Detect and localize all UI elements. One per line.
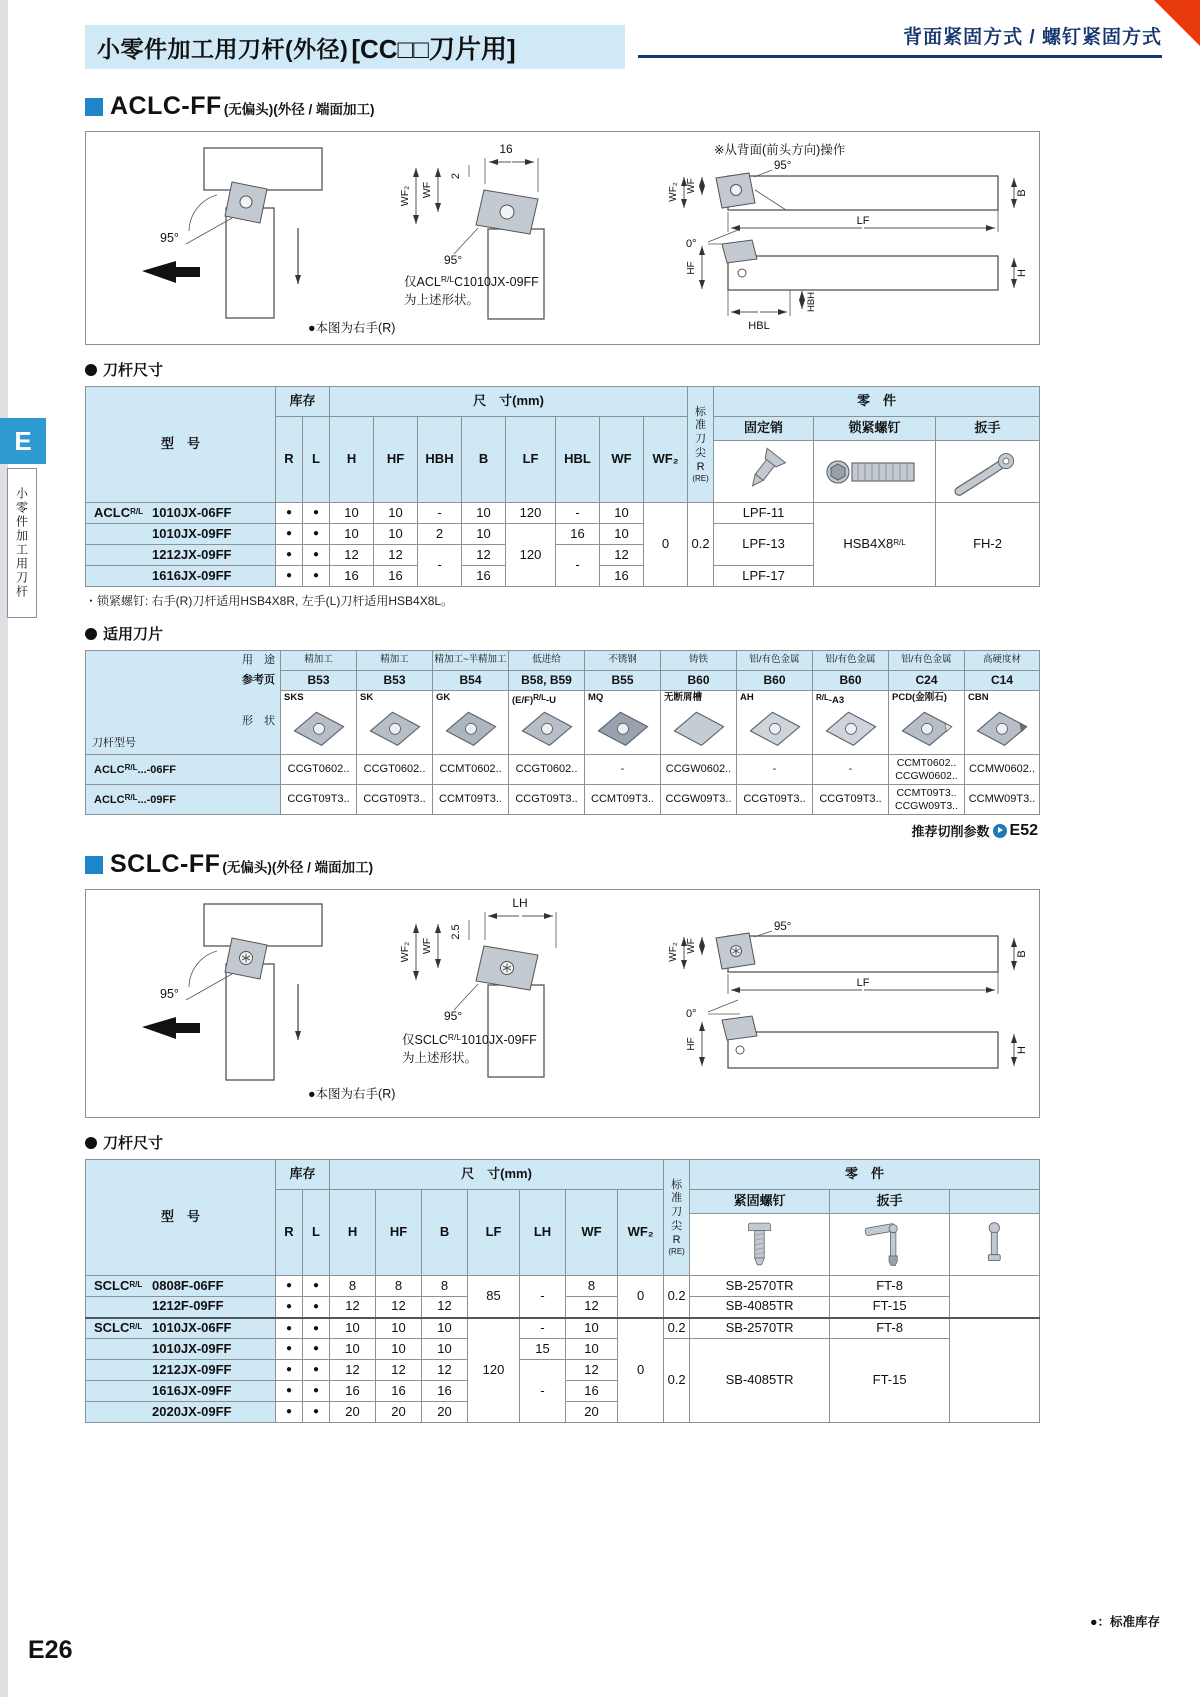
table-row: 2020JX-09FF ● ● 20 20 20 20: [86, 1402, 1040, 1423]
hbh-label: HBH: [806, 291, 817, 313]
inserts-heading: [85, 623, 1040, 644]
size-heading-label: 刀杆尺寸: [103, 362, 164, 379]
bullet-icon: [85, 1137, 97, 1149]
bullet-icon: [85, 364, 97, 376]
table-row: 1616JX-09FF ● ● 16 16 16 16 LPF-17: [86, 566, 1040, 587]
table-header-row: 型 号 库存 尺 寸(mm) 标准刀尖R (RE) 零 件: [86, 1160, 1040, 1190]
angle-95-label: 95°: [160, 231, 179, 245]
page-title: [85, 25, 625, 69]
insert-shape-icon: [519, 708, 575, 750]
wf-label: WF: [686, 938, 697, 954]
section-header-sclc: [85, 850, 1040, 879]
use-header-row: 用 途 参考页 形 状 刀杆型号 精加工 精加工 精加工~半精加工 低进给 不锈钢 铸铁 铝/有色金属 铝/有色金属 铝/有色金属 高硬度材: [86, 651, 1040, 671]
chapter-label: [7, 468, 37, 618]
cutting-params-page: E52: [1009, 821, 1038, 839]
matrix-corner-cell: 用 途 参考页 形 状 刀杆型号: [86, 651, 281, 755]
page-title-main: 小零件加工用刀杆(外径): [97, 35, 349, 62]
aclc-size-table: [85, 386, 1040, 587]
dim-2-label: 2: [450, 172, 462, 180]
aclc-diagram-panel: [85, 131, 1040, 345]
shape-note: 仅$SCLC^{R/L}1010JX-09FF$: [402, 1032, 537, 1047]
main-content: [85, 92, 1040, 1423]
handle-icon: [972, 1219, 1017, 1271]
wf-label: WF: [421, 937, 433, 955]
insert-shape-icon: [443, 708, 499, 750]
b-label: B: [1016, 950, 1028, 958]
feed-arrow-icon: [142, 1017, 200, 1039]
angle-0-label: 0°: [686, 238, 697, 250]
insert-shape-icon: [671, 708, 727, 750]
chapter-tab-e[interactable]: E: [0, 418, 46, 464]
insert-shape-icon: [899, 708, 955, 750]
table-row: 1010JX-09FF ● ● 10 10 2 10 120 16 10 LPF-13: [86, 524, 1040, 545]
page-ref-icon: [993, 824, 1007, 838]
section-header-aclc: [85, 92, 1040, 121]
section-marker-icon: [85, 856, 103, 874]
page-number: E26: [28, 1636, 73, 1664]
wf2-label: WF₂: [399, 185, 411, 207]
table-row: 1212F-09FF ● ● 12 12 12 12 SB-4085TR FT-15: [86, 1297, 1040, 1318]
shape-row: SKS SK GK $(E/F)^{R/L}-U$ MQ 无断屑槽 AH $^{R/L}$-A3 PCD(金刚石) CBN: [86, 691, 1040, 755]
cutting-params-label: 推荐切削参数: [911, 824, 990, 839]
page-title-bracket: [CC□□刀片用]: [351, 33, 516, 64]
table-row: 1616JX-09FF ● ● 16 16 16 16: [86, 1381, 1040, 1402]
angle-95-label: 95°: [444, 1009, 463, 1023]
angle-95-label: 95°: [774, 921, 792, 933]
insert-shape-icon: [291, 708, 347, 750]
insert-shape-icon: [367, 708, 423, 750]
shape-note: 仅$ACL^{R/L}C1010JX-09FF$: [404, 274, 539, 289]
angle-95-label: 95°: [774, 160, 792, 172]
clamp-screw-icon: [741, 1219, 778, 1271]
torx-wrench-icon: [861, 1219, 918, 1271]
insert-shape-icon: [595, 708, 651, 750]
sclc-technical-drawing: [86, 890, 1038, 1112]
fastening-method-label: 背面紧固方式 / 螺钉紧固方式: [903, 27, 1162, 48]
section-title: ACLC-FF: [110, 92, 222, 120]
h-label: H: [1016, 269, 1028, 277]
insert-shape-icon: [974, 708, 1030, 750]
insert-shape-icon: [747, 708, 803, 750]
sclc-size-table: [85, 1159, 1040, 1423]
table-row: $ACLC^{R/L}$ 1010JX-06FF ● ● 10 10 - 10 120 - 10 0 0.2 LPF-11 $HSB4X8^{R/L}$ FH-2: [86, 503, 1040, 524]
sclc-diagram-panel: [85, 889, 1040, 1118]
dim-16-label: 16: [499, 142, 513, 156]
back-operation-note: ※从背面(前头方向)操作: [714, 143, 846, 157]
table-row: $SCLC^{R/L}$ 0808F-06FF ● ● 8 8 8 85 - 8 0 0.2 SB-2570TR FT-8: [86, 1276, 1040, 1297]
table-header-row: 型 号 库存 尺 寸(mm) 标准刀尖R (RE) 零 件: [86, 387, 1040, 417]
right-hand-note: ●本图为右手(R): [308, 1087, 396, 1101]
section-marker-icon: [85, 98, 103, 116]
fixing-pin-icon: [734, 446, 793, 498]
wf2-label: WF₂: [668, 942, 679, 962]
size-heading: [85, 1132, 1040, 1153]
wf2-label: WF₂: [399, 941, 411, 963]
bullet-icon: [85, 628, 97, 640]
right-hand-note: ●本图为右手(R): [308, 321, 396, 335]
table-row: 1010JX-09FF ● ● 10 10 10 15 10 0.2 SB-4085TR FT-15: [86, 1339, 1040, 1360]
applicable-inserts-table: [85, 650, 1040, 815]
b-label: B: [1016, 189, 1028, 197]
wf-label: WF: [421, 181, 433, 199]
inserts-heading-label: 适用刀片: [103, 626, 164, 643]
size-heading-label: 刀杆尺寸: [103, 1135, 164, 1152]
angle-95-label: 95°: [444, 253, 463, 267]
chapter-label-text: 小零件加工用刀杆: [14, 487, 29, 599]
section-subtitle: (无偏头)(外径 / 端面加工): [222, 860, 374, 875]
shape-note-line2: 为上述形状。: [402, 1051, 478, 1065]
lf-label: LF: [856, 977, 870, 989]
lh-label: LH: [512, 896, 528, 910]
table-subheader-row: R L H HF HBH B LF HBL WF WF₂ 固定销 锁紧螺钉 扳手: [86, 417, 1040, 441]
lock-screw-icon: [820, 446, 930, 498]
table-row: 1212JX-09FF ● ● 12 12 12 - 12: [86, 1360, 1040, 1381]
wf2-label: WF₂: [668, 182, 679, 202]
hf-label: HF: [686, 261, 697, 275]
ref-page-row: B53 B53 B54 B58, B59 B55 B60 B60 B60 C24 C14: [86, 671, 1040, 691]
aclc-technical-drawing: [86, 132, 1038, 339]
hf-label: HF: [686, 1037, 697, 1051]
page-edge-strip: [0, 0, 8, 1697]
table-subheader-row: R L H HF B LF LH WF WF₂ 紧固螺钉 扳手: [86, 1190, 1040, 1214]
stock-legend: ●：标准库存: [1089, 1615, 1160, 1629]
insert-shape-icon: [823, 708, 879, 750]
h-label: H: [1016, 1046, 1028, 1054]
feed-arrow-icon: [142, 261, 200, 283]
hbl-label: HBL: [748, 320, 770, 332]
dim-2-5-label: 2.5: [450, 924, 462, 940]
header-rule: [638, 55, 1162, 58]
table-row: 1212JX-09FF ● ● 12 12 - 12 - 12: [86, 545, 1040, 566]
wrench-icon: [949, 446, 1026, 498]
table-row: $ACLC^{R/L}...-06FF$ CCGT0602.. CCGT0602.. CCMT0602.. CCGT0602.. - CCGW0602.. - - CCMT0602.. CCGW0602.. CCMW0602..: [86, 755, 1040, 785]
table-footnote: ・锁紧螺钉: 右手(R)刀杆适用HSB4X8R, 左手(L)刀杆适用HSB4X8L。: [85, 594, 454, 608]
section-title: SCLC-FF: [110, 850, 221, 878]
angle-95-label: 95°: [160, 987, 179, 1001]
table-row: $ACLC^{R/L}...-09FF$ CCGT09T3.. CCGT09T3.. CCMT09T3.. CCGT09T3.. CCMT09T3.. CCGW09T3.. CCGT09T3.. CCGT09T3.. CCMT09T3.. CCGW09T3.. CCMW09T3..: [86, 785, 1040, 815]
lf-label: LF: [856, 215, 870, 227]
wf-label: WF: [686, 178, 697, 194]
section-subtitle: (无偏头)(外径 / 端面加工): [223, 102, 375, 117]
cutting-params-ref[interactable]: [87, 821, 1038, 840]
table-row: $SCLC^{R/L}$ 1010JX-06FF ● ● 10 10 10 120 - 10 0 0.2 SB-2570TR FT-8: [86, 1318, 1040, 1339]
shape-note-line2: 为上述形状。: [404, 293, 480, 307]
angle-0-label: 0°: [686, 1008, 697, 1020]
size-heading: [85, 359, 1040, 380]
